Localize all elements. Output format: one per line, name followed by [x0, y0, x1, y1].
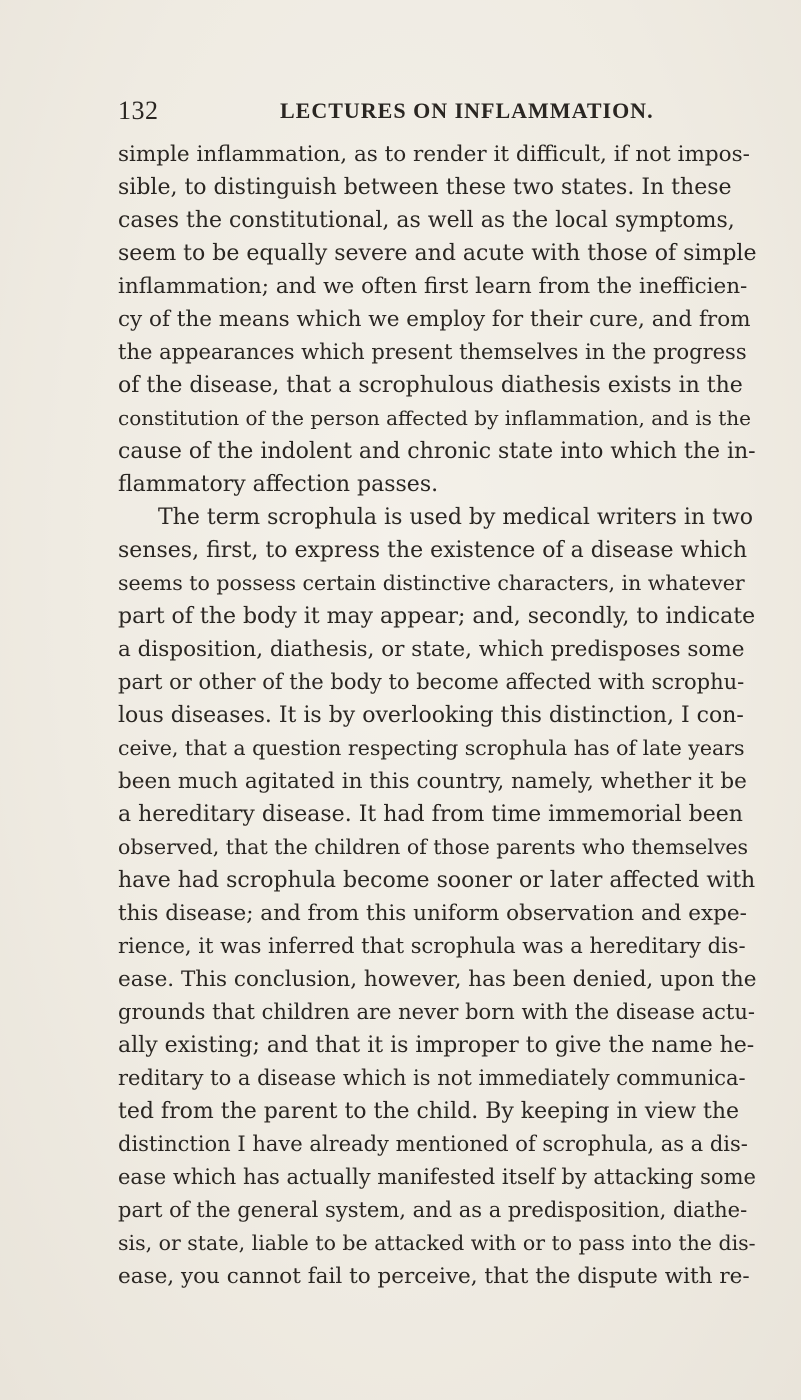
text-line: grounds that children are never born with the disease actu-	[118, 1000, 755, 1024]
page-number: 132	[118, 96, 159, 125]
text-line: ease, you cannot fail to perceive, that the dispute with re-	[118, 1264, 750, 1289]
text-line: seem to be equally severe and acute with those of simple	[118, 241, 757, 266]
text-line: observed, that the children of those parents who themselves	[118, 835, 749, 859]
text-line: ease. This conclusion, however, has been denied, upon the	[118, 967, 757, 992]
text-line: been much agitated in this country, namely, whether it be	[118, 769, 747, 794]
text-line: a disposition, diathesis, or state, which predisposes some	[118, 637, 745, 662]
text-line: ally existing; and that it is improper to give the name he-	[118, 1033, 755, 1058]
text-line: reditary to a disease which is not immediately communica-	[118, 1066, 746, 1090]
text-line: part of the body it may appear; and, secondly, to indicate	[118, 604, 756, 629]
text-line: cy of the means which we employ for their cure, and from	[118, 307, 751, 332]
text-line: ted from the parent to the child. By keeping in view the	[118, 1099, 740, 1124]
text-line: part or other of the body to become affected with scrophu-	[118, 670, 745, 694]
text-line: ease which has actually manifested itself by attacking some	[118, 1165, 756, 1189]
text-line: senses, first, to express the existence of a disease which	[118, 538, 748, 563]
text-line: sis, or state, liable to be attacked with or to pass into the dis-	[118, 1231, 756, 1255]
text-line: the appearances which present themselves in the progress	[118, 340, 747, 364]
text-line: distinction I have already mentioned of scrophula, as a dis-	[118, 1132, 748, 1156]
text-line: flammatory affection passes.	[118, 472, 439, 497]
text-line: have had scrophula become sooner or later affected with	[118, 868, 756, 893]
paragraph-start-line: The term scrophula is used by medical writers in two	[158, 505, 754, 530]
text-line: cause of the indolent and chronic state into which the in-	[118, 439, 756, 464]
text-line: a hereditary disease. It had from time immemorial been	[118, 802, 743, 827]
text-line: this disease; and from this uniform observation and expe-	[118, 901, 747, 926]
text-line: part of the general system, and as a predisposition, diathe-	[118, 1198, 748, 1222]
text-line: cases the constitutional, as well as the local symptoms,	[118, 208, 735, 233]
text-line: rience, it was inferred that scrophula was a hereditary dis-	[118, 934, 746, 958]
text-line: seems to possess certain distinctive characters, in whatever	[118, 571, 745, 595]
text-line: of the disease, that a scrophulous diathesis exists in the	[118, 373, 743, 398]
text-line: sible, to distinguish between these two states. In these	[118, 175, 732, 200]
running-head: LECTURES ON INFLAMMATION.	[280, 98, 654, 123]
text-line: simple inflammation, as to render it difficult, if not impos-	[118, 142, 750, 167]
text-line: lous diseases. It is by overlooking this distinction, I con-	[118, 703, 744, 728]
text-line: ceive, that a question respecting scrophula has of late years	[118, 736, 745, 760]
text-line: constitution of the person affected by inflammation, and is the	[118, 406, 751, 430]
text-line: inflammation; and we often first learn from the inefficien-	[118, 274, 748, 299]
